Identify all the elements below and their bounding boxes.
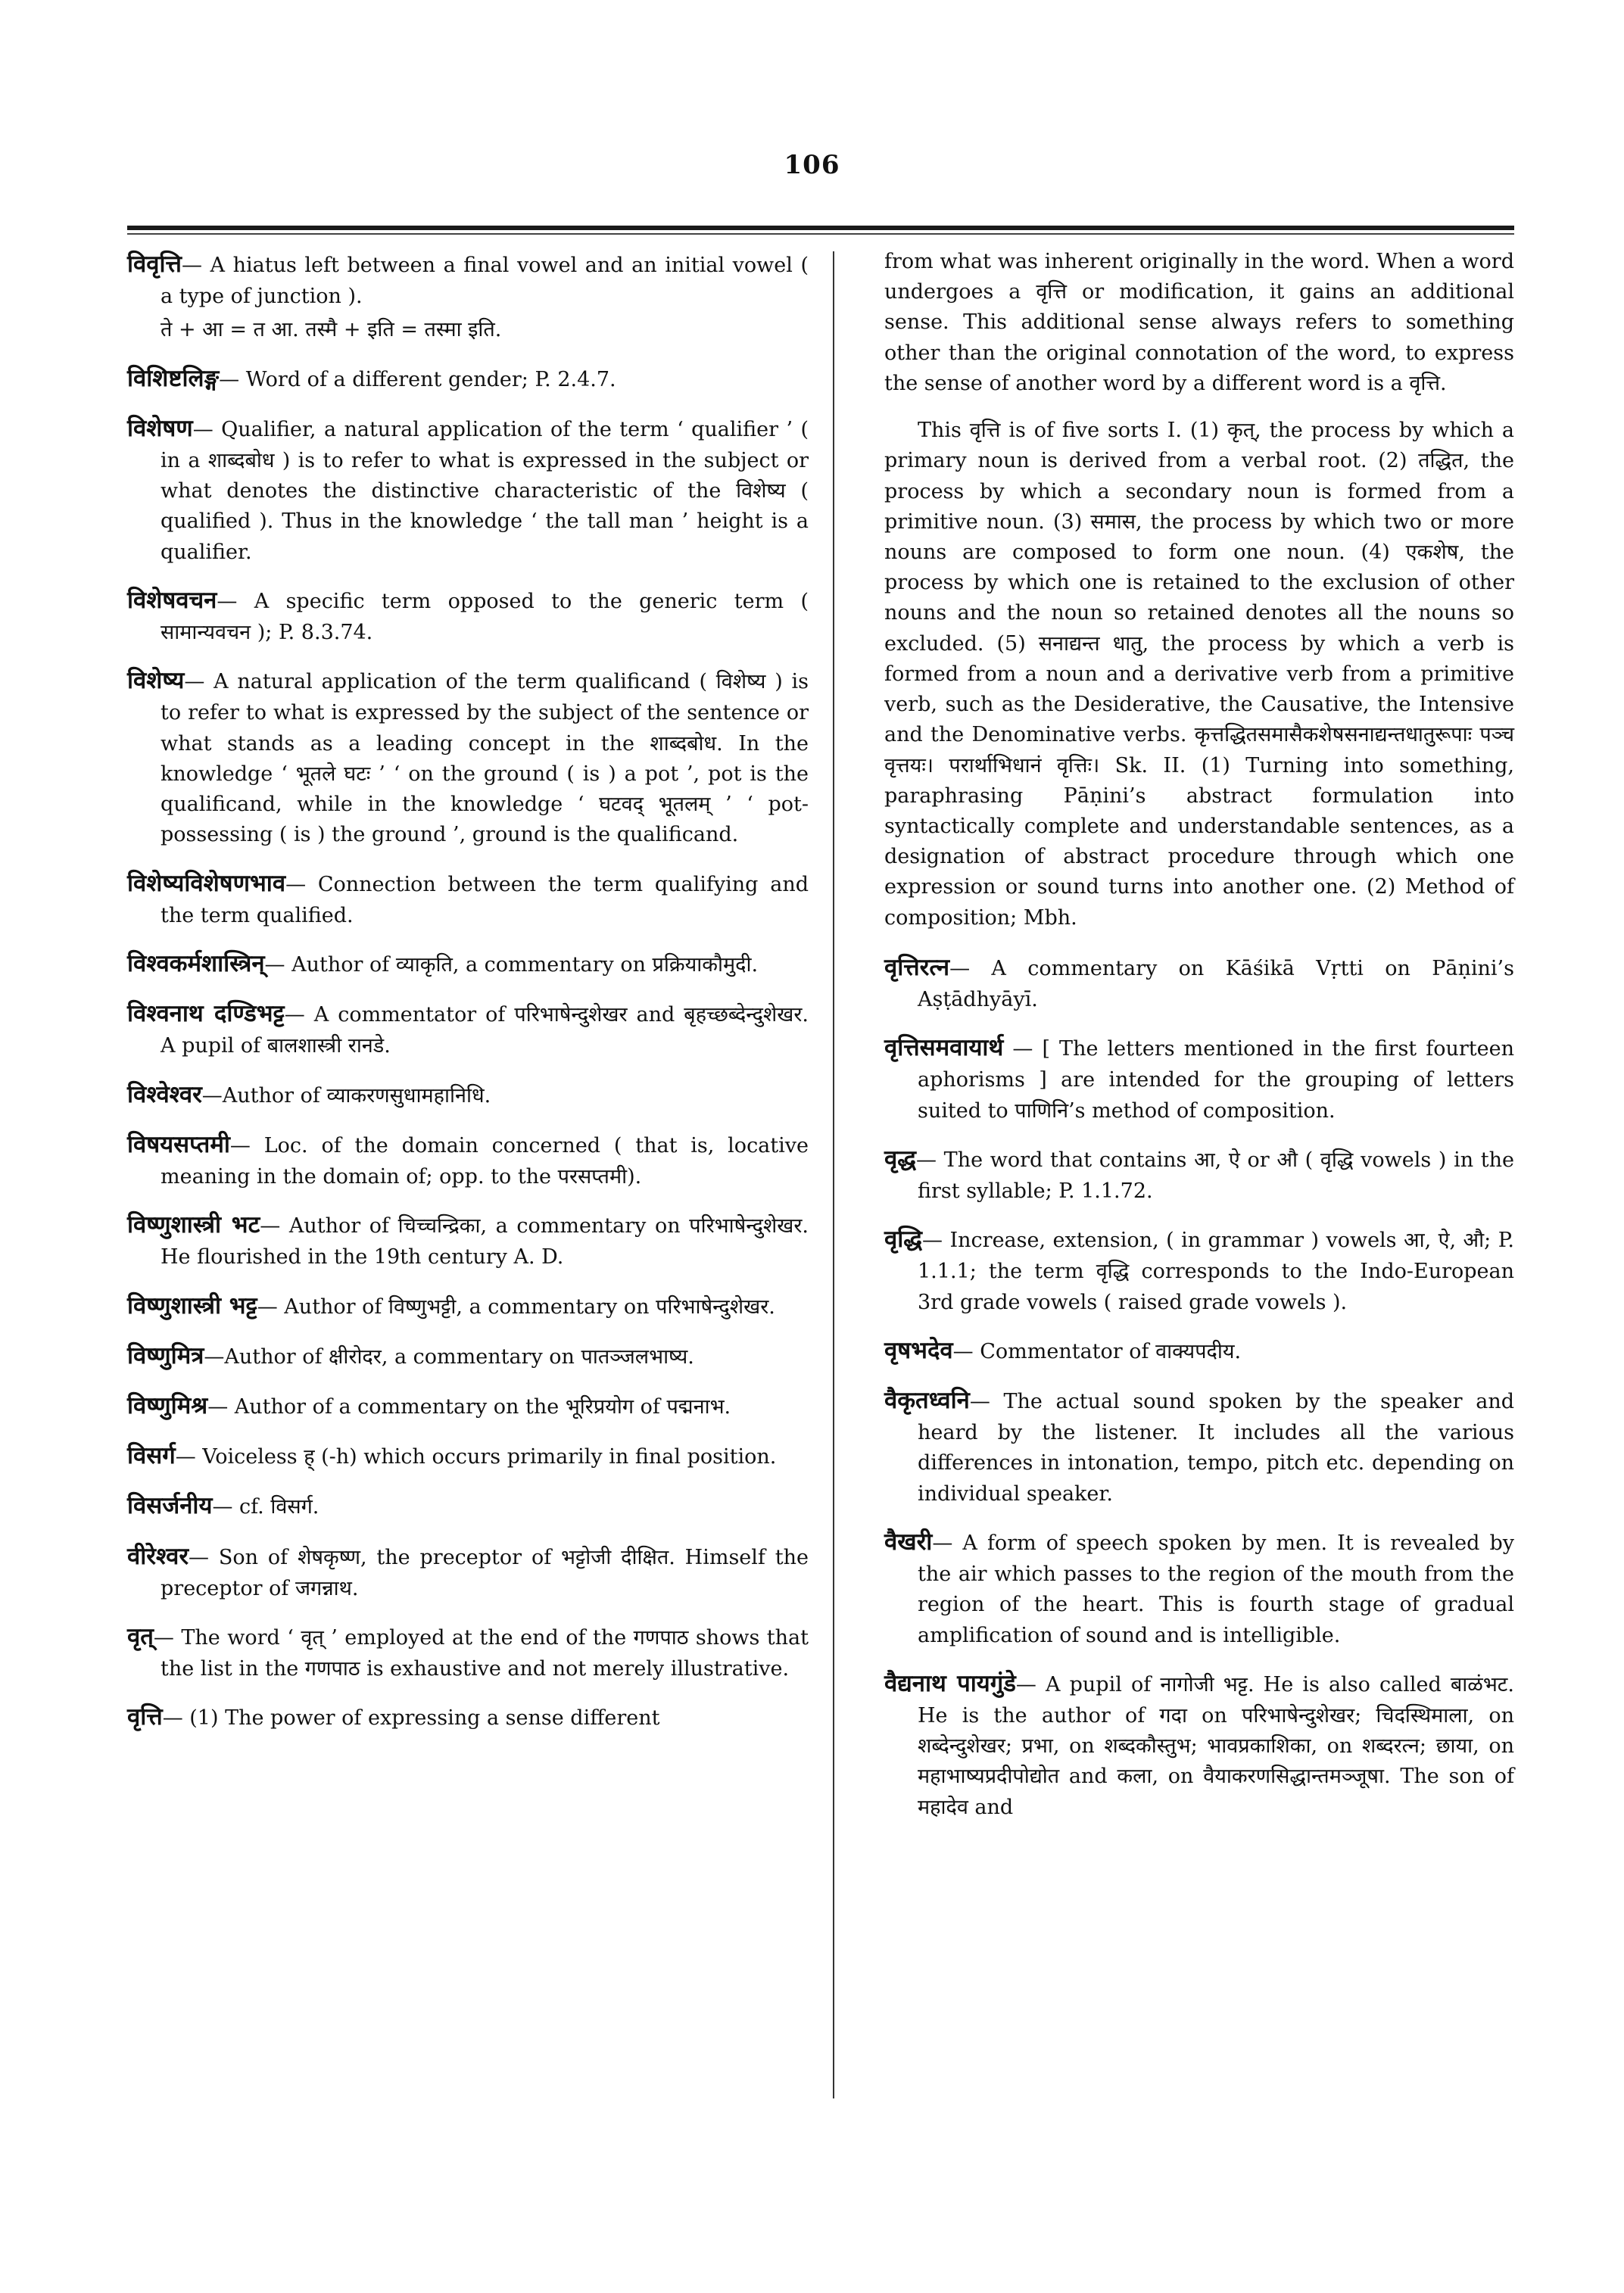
definition: — A commentator of परिभाषेन्दुशेखर and बृहच्छब्देन्दुशेखर. A pupil of बालशास्त्री रानडे. xyxy=(161,1003,809,1058)
headword: विष्णुशास्त्री भट्ट xyxy=(127,1291,257,1319)
header-rule-thin xyxy=(127,233,1514,235)
headword: विवृत्ति xyxy=(127,251,182,278)
definition: — A pupil of नागोजी भट्ट. He is also called बाळंभट. He is the author of गदा on परिभाषेन्दुशेखर; चिदस्थिमाला, on शब्देन्दुशेखर; प्रभा, on शब्दकौस्तुभ; भावप्रकाशिका, on शब्दरत्न; छाया, on महाभाष्यप्रदीपोद्योत and कला, on वैयाकरणसिद्धान्तमञ्जूषा. The son of महादेव and xyxy=(918,1672,1514,1819)
definition: — A natural application of the term qualificand ( विशेष्य ) is to refer to what is expressed by the subject of the sentence or what stands as a leading concept in the शाब्दबोध. In the knowledge ‘ भूतले घटः ’ ‘ on the ground ( is ) a pot ’, pot is the qualificand, while in the knowledge ‘ घटवद् भूतलम् ’ ‘ pot-possessing ( is ) the ground ’, ground is the qualificand. xyxy=(161,670,809,847)
headword: वैखरी xyxy=(884,1528,933,1556)
headword: वृद्ध xyxy=(884,1145,917,1173)
dictionary-entry xyxy=(127,361,809,396)
dictionary-entry xyxy=(884,1030,1514,1126)
definition: — Commentator of वाक्यपदीय. xyxy=(952,1339,1242,1363)
definition: — Author of विष्णुभट्टी, a commentary on परिभाषेन्दुशेखर. xyxy=(257,1294,775,1319)
definition: — Connection between the term qualifying and the term qualified. xyxy=(161,872,809,927)
dictionary-entry xyxy=(127,1438,809,1473)
headword: विशेषवचन xyxy=(127,586,217,614)
headword: विशेषण xyxy=(127,414,193,442)
continuation-paragraph: from what was inherent originally in the word. When a word undergoes a वृत्ति or modification, it gains an additional sense. This additional sense always refers to something other than the original connotation of the word, to express the sense of another word by a different word is a वृत्ति. xyxy=(884,250,1514,395)
definition: —Author of क्षीरोदर, a commentary on पातञ्जलभाष्य. xyxy=(204,1344,694,1369)
dictionary-entry xyxy=(127,1207,809,1273)
definition: — The word ‘ वृत् ’ employed at the end of the गणपाठ shows that the list in the गणपाठ is exhaustive and not merely illustrative. xyxy=(153,1625,809,1681)
dictionary-entry xyxy=(127,1699,809,1734)
headword: विष्णुमित्र xyxy=(127,1341,204,1369)
definition: — Qualifier, a natural application of the term ‘ qualifier ’ ( in a शाब्दबोध ) is to refer to what is expressed in the subject or what denotes the distinctive characteristic of the विशेष्य ( qualified ). Thus in the knowledge ‘ the tall man ’ height is a qualifier. xyxy=(161,417,809,564)
headword: वृत्तिरत्न xyxy=(884,953,950,981)
definition: — [ The letters mentioned in the first fourteen aphorisms ] are intended for the grouping of letters suited to पाणिनि’s method of composition. xyxy=(918,1037,1514,1123)
header-rule xyxy=(127,226,1514,230)
headword: वृत् xyxy=(127,1622,154,1650)
dictionary-entry xyxy=(127,583,809,648)
dictionary-entry xyxy=(127,946,809,981)
sorts-paragraph: This वृत्ति is of five sorts I. (1) कृत्, the process by which a primary noun is derived from a verbal root. (2) तद्धित, the process by which a secondary noun is formed from a primitive noun. (3) समास, the process by which two or more nouns are composed to form one noun. (4) एकशेष, the process by which one is retained to the exclusion of other nouns and the noun so retained denotes all the nouns so excluded. (5) सनाद्यन्त धातु, the process by which a verb is formed from a noun and a derivative verb from a primitive verb, such as the Desiderative, the Causative, the Intensive and the Denominative verbs. कृत्तद्धितसमासैकशेषसनाद्यन्तधातुरूपाः पञ्च वृत्तयः। परार्थाभिधानं वृत्तिः। Sk. II. (1) Turning into something, paraphrasing Pāṇini’s abstract formulation into syntactically complete and understandable sentences, as a designation of abstract procedure through which one expression or sound turns into another one. (2) Method of composition; Mbh. xyxy=(884,419,1514,930)
headword: वृत्ति xyxy=(127,1703,163,1731)
dictionary-entry xyxy=(127,1338,809,1373)
headword: वृद्धि xyxy=(884,1226,923,1254)
headword: विश्वेश्वर xyxy=(127,1080,202,1108)
dictionary-entry xyxy=(127,1127,809,1192)
right-column xyxy=(884,247,1514,1838)
headword: वैद्यनाथ पायगुंडे xyxy=(884,1669,1016,1697)
definition: — A specific term opposed to the generic term ( सामान्यवचन ); P. 8.3.74. xyxy=(161,589,809,645)
definition: — Author of व्याकृति, a commentary on प्रक्रियाकौमुदी. xyxy=(264,952,759,977)
headword: विष्णुशास्त्री भट xyxy=(127,1211,260,1239)
headword: विसर्जनीय xyxy=(127,1492,213,1520)
definition: — A hiatus left between a final vowel and an initial vowel ( a type of junction ). xyxy=(161,254,809,309)
column-divider xyxy=(833,251,834,2098)
definition: — Author of चिच्चन्द्रिका, a commentary on परिभाषेन्दुशेखर. He flourished in the 19th century A. D. xyxy=(161,1214,809,1270)
definition: — A form of speech spoken by men. It is revealed by the air which passes to the region of the mouth from the region of the heart. This is fourth stage of gradual amplification of sound and is intelligible. xyxy=(918,1531,1514,1647)
definition: — Son of शेषकृष्ण, the preceptor of भट्टोजी दीक्षित. Himself the preceptor of जगन्नाथ. xyxy=(161,1545,809,1600)
dictionary-entry xyxy=(884,1666,1514,1823)
dictionary-entry xyxy=(127,866,809,931)
definition: — A commentary on Kāśikā Vṛtti on Pāṇini’s Aṣṭādhyāyī. xyxy=(918,956,1514,1011)
definition: — The actual sound spoken by the speaker and heard by the listener. It includes all the various differences in intonation, tempo, pitch etc. depending on individual speaker. xyxy=(918,1390,1514,1506)
headword: विसर्ग xyxy=(127,1442,176,1470)
headword: वृत्तिसमवायार्थ xyxy=(884,1034,1004,1062)
dictionary-entry xyxy=(127,411,809,568)
example-line: ते + आ = त आ. तस्मै + इति = तस्मा इति. xyxy=(161,318,502,342)
dictionary-entry xyxy=(884,1383,1514,1509)
page-number: 106 xyxy=(784,150,840,180)
headword: विश्वनाथ दण्डिभट्ट xyxy=(127,1000,285,1028)
dictionary-entry xyxy=(127,247,809,346)
definition: — The word that contains आ, ऐ or औ ( वृद्धि vowels ) in the first syllable; P. 1.1.72. xyxy=(916,1148,1514,1204)
dictionary-entry xyxy=(127,1488,809,1523)
dictionary-entry xyxy=(127,1388,809,1423)
dictionary-entry xyxy=(884,1222,1514,1318)
dictionary-entry xyxy=(127,1619,809,1684)
dictionary-entry xyxy=(884,1142,1514,1207)
headword: विष्णुमिश्र xyxy=(127,1391,208,1419)
dictionary-entry xyxy=(127,1288,809,1323)
definition: — (1) The power of expressing a sense different xyxy=(162,1706,660,1731)
dictionary-entry xyxy=(127,996,809,1061)
headword: वैकृतध्वनि xyxy=(884,1387,970,1415)
definition: — cf. विसर्ग. xyxy=(212,1495,320,1519)
definition: — Voiceless ह् (-h) which occurs primarily in final position. xyxy=(175,1445,777,1469)
left-column xyxy=(127,247,809,1750)
headword: वीरेश्वर xyxy=(127,1542,189,1570)
definition: — Word of a different gender; P. 2.4.7. xyxy=(219,367,616,391)
definition: — Loc. of the domain concerned ( that is, locative meaning in the domain of; opp. to the परसप्तमी). xyxy=(161,1133,809,1189)
dictionary-entry xyxy=(884,950,1514,1015)
headword: विशिष्टलिङ्ग xyxy=(127,364,220,392)
headword: वृषभदेव xyxy=(884,1336,953,1364)
dictionary-entry xyxy=(884,1333,1514,1368)
dictionary-entry xyxy=(127,1539,809,1604)
definition: — Increase, extension, ( in grammar ) vowels आ, ऐ, औ; P. 1.1.1; the term वृद्धि corresponds to the Indo-European 3rd grade vowels ( raised grade vowels ). xyxy=(918,1229,1514,1314)
headword: विशेष्य xyxy=(127,667,185,695)
definition: — Author of a commentary on the भूरिप्रयोग of पद्मनाभ. xyxy=(207,1394,731,1419)
dictionary-entry xyxy=(884,1525,1514,1651)
headword: विशेष्यविशेषणभाव xyxy=(127,869,286,897)
dictionary-entry xyxy=(127,1077,809,1112)
headword: विषयसप्तमी xyxy=(127,1130,230,1158)
dictionary-entry xyxy=(127,663,809,850)
headword: विश्वकर्मशास्त्रिन् xyxy=(127,949,265,977)
definition: —Author of व्याकरणसुधामहानिधि. xyxy=(201,1083,491,1108)
